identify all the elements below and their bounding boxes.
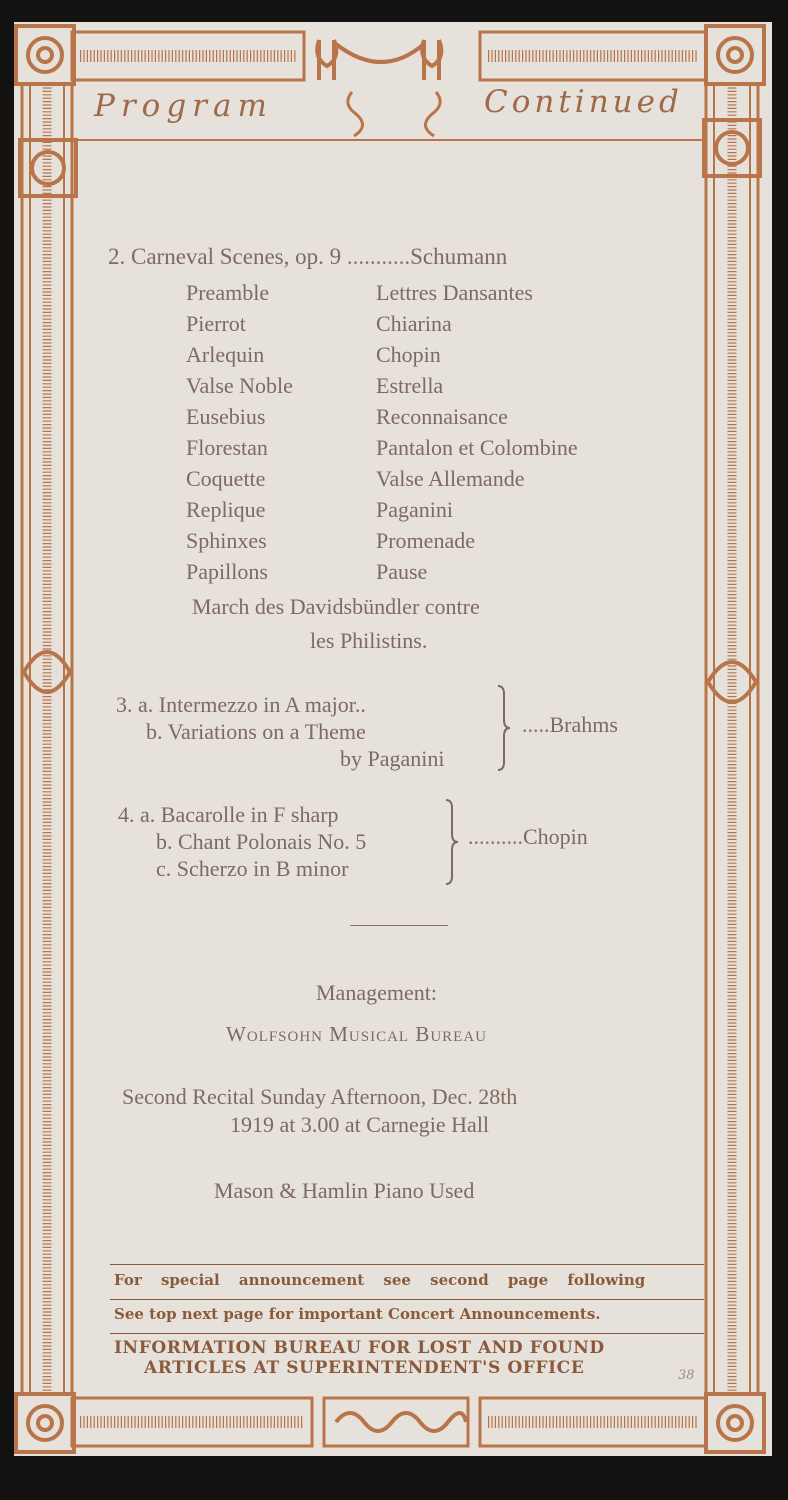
page-mark: 38 (678, 1368, 695, 1383)
movement-left: Valse Noble (186, 373, 293, 398)
piano-note: Mason & Hamlin Piano Used (214, 1178, 475, 1203)
header-program: Program (94, 88, 273, 124)
item2-finale-line1: March des Davidsbündler contre (192, 594, 480, 619)
item3-line-b: b. Variations on a Theme (146, 719, 366, 744)
movement-right: Pantalon et Colombine (376, 435, 578, 460)
item3-brace (494, 684, 514, 774)
section-divider (350, 925, 448, 926)
movement-right: Valse Allemande (376, 466, 525, 491)
item4-line-a: 4. a. Bacarolle in F sharp (118, 802, 339, 827)
item4-attribution: ..........Chopin (468, 824, 588, 849)
movement-left: Eusebius (186, 404, 266, 429)
item4-line-c: c. Scherzo in B minor (156, 856, 349, 881)
item4-line-b: b. Chant Polonais No. 5 (156, 829, 367, 854)
movement-left: Papillons (186, 559, 268, 584)
footer-line4: ARTICLES AT SUPERINTENDENT'S OFFICE (144, 1358, 585, 1378)
footer-line2: See top next page for important Concert Announcements. (114, 1305, 601, 1323)
item3-line-c: by Paganini (340, 746, 445, 771)
movement-left: Pierrot (186, 311, 246, 336)
movement-left: Coquette (186, 466, 266, 491)
movement-right: Pause (376, 559, 428, 584)
footer-line3: INFORMATION BUREAU FOR LOST AND FOUND (114, 1338, 605, 1358)
item2-finale-line2: les Philistins. (310, 628, 428, 653)
movement-left: Preamble (186, 280, 270, 305)
movement-right: Chopin (376, 342, 441, 367)
header-continued: Continued (484, 84, 683, 120)
movement-right: Promenade (376, 528, 475, 553)
footer-rule-1 (110, 1264, 704, 1265)
movement-left: Replique (186, 497, 266, 522)
movement-left: Arlequin (186, 342, 265, 367)
movement-right: Reconnaisance (376, 404, 508, 429)
management-label: Management: (316, 980, 437, 1005)
item2-title: 2. Carneval Scenes, op. 9 ...........Schumann (108, 244, 508, 269)
footer-rule-2 (110, 1299, 704, 1300)
management-bureau: Wolfsohn Musical Bureau (226, 1022, 488, 1046)
movement-right: Estrella (376, 373, 444, 398)
recital-line2: 1919 at 3.00 at Carnegie Hall (230, 1112, 490, 1137)
recital-line1: Second Recital Sunday Afternoon, Dec. 28th (122, 1084, 518, 1109)
movement-right: Lettres Dansantes (376, 280, 533, 305)
item4-brace (442, 798, 462, 888)
item3-line-a: 3. a. Intermezzo in A major.. (116, 692, 366, 717)
footer-line1: For special announcement see second page following (114, 1271, 646, 1289)
item3-attribution: .....Brahms (522, 712, 618, 737)
movement-left: Sphinxes (186, 528, 267, 553)
movement-left: Florestan (186, 435, 268, 460)
ornamental-border (14, 22, 772, 1456)
program-page (14, 22, 772, 1456)
movement-right: Chiarina (376, 311, 452, 336)
footer-rule-3 (110, 1333, 704, 1334)
movement-right: Paganini (376, 497, 453, 522)
